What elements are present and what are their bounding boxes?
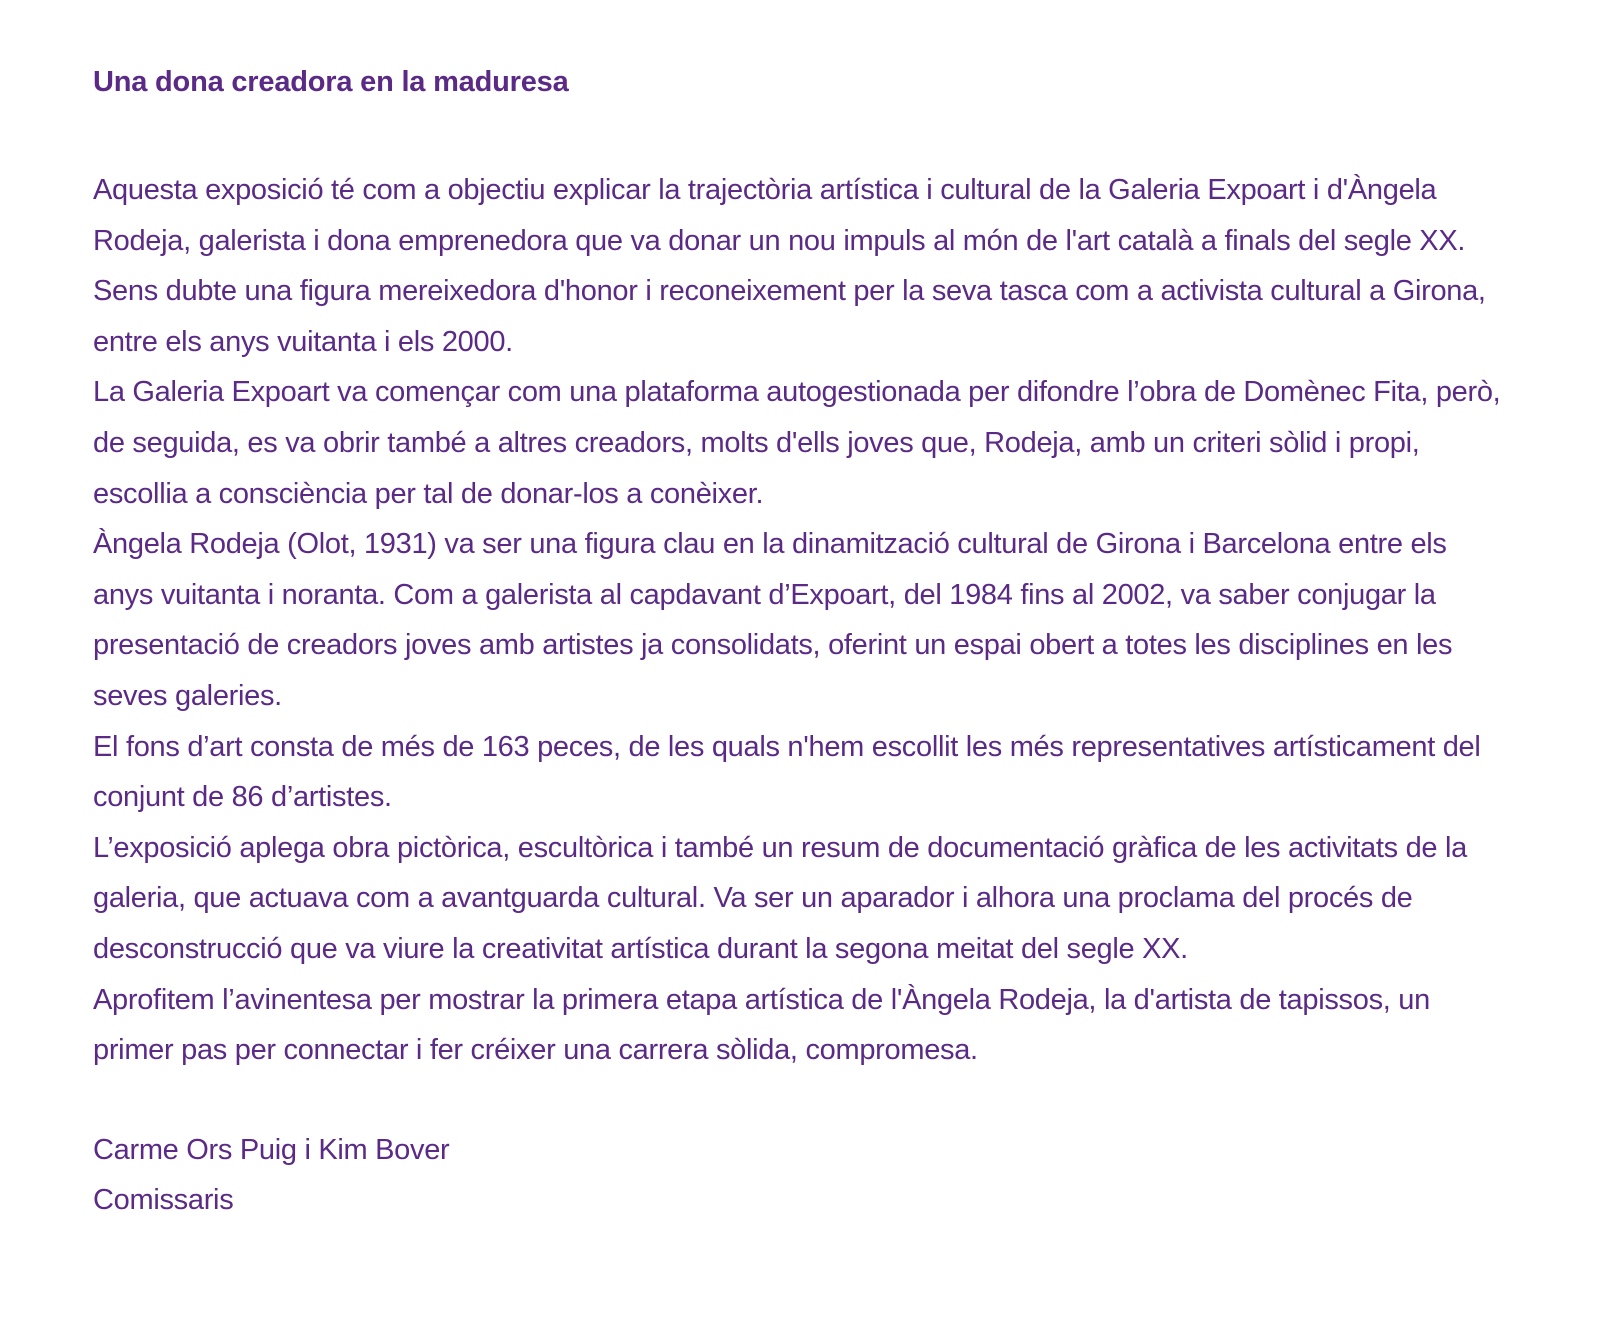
body-paragraph: La Galeria Expoart va començar com una plataforma autogestionada per difondre l’obra de Domènec Fita, però, de seguida, es va obrir també a altres creadors, molts d'ells joves que, Rodeja, amb un criteri sòlid i propi, escollia a consciència per tal de donar-los a conèixer. — [93, 376, 1501, 510]
curator-names: Carme Ors Puig i Kim Bover — [93, 1133, 450, 1166]
signature-block — [93, 1125, 1513, 1226]
body-paragraph: Aprofitem l’avinentesa per mostrar la primera etapa artística de l'Àngela Rodeja, la d'artista de tapissos, un primer pas per connectar i fer créixer una carrera sòlida, compromesa. — [93, 983, 1430, 1067]
document-body — [93, 165, 1513, 1076]
body-paragraph: Aquesta exposició té com a objectiu explicar la trajectòria artística i cultural de la Galeria Expoart i d'Àngela Rodeja, galerista i dona emprenedora que va donar un nou impuls al món de l'art català a finals del segle XX. Sens dubte una figura mereixedora d'honor i reconeixement per la seva tasca com a activista cultural a Girona, entre els anys vuitanta i els 2000. — [93, 174, 1486, 358]
body-paragraph: Àngela Rodeja (Olot, 1931) va ser una figura clau en la dinamització cultural de Girona i Barcelona entre els anys vuitanta i noranta. Com a galerista al capdavant d’Expoart, del 1984 fins al 2002, va saber conjugar la presentació de creadors joves amb artistes ja consolidats, oferint un espai obert a totes les disciplines en les seves galeries. — [93, 528, 1453, 712]
curator-role: Comissaris — [93, 1184, 234, 1217]
document-page — [93, 62, 1513, 1226]
document-title: Una dona creadora en la maduresa — [93, 66, 569, 98]
body-paragraph: El fons d’art consta de més de 163 peces, de les quals n'hem escollit les més representatives artísticament del conjunt de 86 d’artistes. — [93, 730, 1481, 814]
body-paragraph: L’exposició aplega obra pictòrica, escultòrica i també un resum de documentació gràfica de les activitats de la galeria, que actuava com a avantguarda cultural. Va ser un aparador i alhora una proclama del procés de desconstrucció que va viure la creativitat artística durant la segona meitat del segle XX. — [93, 831, 1467, 965]
